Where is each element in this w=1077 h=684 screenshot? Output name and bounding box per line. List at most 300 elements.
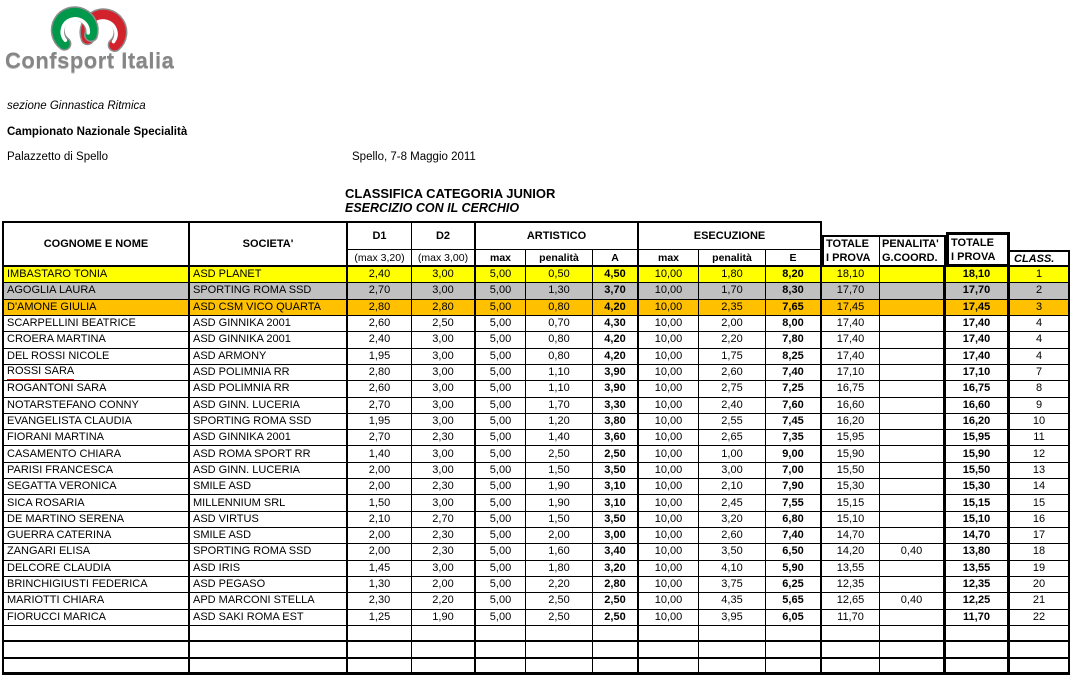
cell-d2: 3,00	[412, 463, 476, 478]
cell-e_pen: 3,00	[699, 463, 766, 478]
table-row	[2, 479, 1070, 495]
cell-e: 6,25	[766, 577, 822, 592]
cell-tot1: 16,75	[822, 381, 880, 396]
cell-a_pen: 1,50	[526, 463, 593, 478]
date-place-label: Spello, 7-8 Maggio 2011	[352, 151, 476, 163]
cell-pen_gcoord	[880, 446, 946, 461]
cell-e_max: 10,00	[639, 316, 699, 331]
cell-rank: 22	[1010, 610, 1070, 625]
cell-name: BRINCHIGIUSTI FEDERICA	[4, 577, 190, 592]
cell-a_pen: 1,60	[526, 544, 593, 559]
cell-tot2: 16,75	[946, 381, 1010, 396]
cell-rank: 4	[1010, 349, 1070, 364]
cell-society: MILLENNIUM SRL	[190, 495, 348, 510]
cell-a_pen: 2,20	[526, 577, 593, 592]
col-subheader-a: A	[593, 250, 639, 267]
col-subheader-d2-max: (max 3,00)	[412, 250, 476, 267]
cell-d2: 2,20	[412, 593, 476, 608]
cell-d1: 2,00	[348, 528, 412, 543]
cell-a: 3,50	[593, 463, 639, 478]
table-row	[2, 300, 1070, 316]
cell-a: 4,20	[593, 332, 639, 347]
cell-d1: 1,30	[348, 577, 412, 592]
cell-rank: 3	[1010, 300, 1070, 315]
cell-tot2: 11,70	[946, 610, 1010, 625]
table-row	[2, 446, 1070, 462]
cell-e_pen: 2,65	[699, 430, 766, 445]
cell-d2: 3,00	[412, 446, 476, 461]
cell-a_max: 5,00	[476, 267, 526, 282]
cell-pen_gcoord	[880, 414, 946, 429]
cell-e_max: 10,00	[639, 495, 699, 510]
cell-name	[4, 642, 190, 656]
cell-e_pen	[699, 659, 766, 672]
table-row	[2, 512, 1070, 528]
cell-name: AGOGLIA LAURA	[4, 283, 190, 298]
cell-a_pen: 1,70	[526, 398, 593, 413]
cell-a_max: 5,00	[476, 593, 526, 608]
cell-tot2: 17,10	[946, 365, 1010, 380]
cell-tot2: 17,45	[946, 300, 1010, 315]
cell-e_max: 10,00	[639, 300, 699, 315]
cell-society: SPORTING ROMA SSD	[190, 414, 348, 429]
cell-tot2: 13,80	[946, 544, 1010, 559]
cell-e	[766, 626, 822, 640]
cell-tot2: 15,10	[946, 512, 1010, 527]
cell-tot1: 15,15	[822, 495, 880, 510]
cell-tot2: 15,90	[946, 446, 1010, 461]
cell-tot2: 15,30	[946, 479, 1010, 494]
cell-e_pen: 2,00	[699, 316, 766, 331]
cell-rank: 19	[1010, 561, 1070, 576]
cell-pen_gcoord	[880, 300, 946, 315]
cell-name: ZANGARI ELISA	[4, 544, 190, 559]
cell-e_pen: 3,75	[699, 577, 766, 592]
table-row	[2, 267, 1070, 283]
cell-name	[4, 626, 190, 640]
col-subheader-esec-max: max	[639, 250, 699, 267]
brand-name: Confsport Italia	[5, 48, 175, 73]
cell-e_max: 10,00	[639, 381, 699, 396]
cell-society: ASD ARMONY	[190, 349, 348, 364]
ranking-table	[2, 221, 1072, 675]
table-row	[2, 561, 1070, 577]
cell-e: 6,05	[766, 610, 822, 625]
cell-tot2: 16,60	[946, 398, 1010, 413]
cell-society: ASD SAKI ROMA EST	[190, 610, 348, 625]
cell-name: FIORUCCI MARICA	[4, 610, 190, 625]
table-row	[2, 593, 1070, 609]
cell-d1: 2,60	[348, 381, 412, 396]
cell-name: DELCORE CLAUDIA	[4, 561, 190, 576]
cell-e: 8,30	[766, 283, 822, 298]
cell-name: ROGANTONI SARA	[4, 381, 190, 396]
cell-tot2: 12,25	[946, 593, 1010, 608]
cell-a: 3,10	[593, 479, 639, 494]
cell-e_pen: 1,80	[699, 267, 766, 282]
table-row	[2, 577, 1070, 593]
cell-name: EVANGELISTA CLAUDIA	[4, 414, 190, 429]
cell-a_max: 5,00	[476, 544, 526, 559]
cell-e_pen: 4,35	[699, 593, 766, 608]
cell-e_pen: 4,10	[699, 561, 766, 576]
cell-society: SPORTING ROMA SSD	[190, 283, 348, 298]
cell-a_max: 5,00	[476, 512, 526, 527]
cell-e: 7,35	[766, 430, 822, 445]
cell-a_pen: 0,80	[526, 300, 593, 315]
cell-society: SPORTING ROMA SSD	[190, 544, 348, 559]
cell-d2: 3,00	[412, 267, 476, 282]
cell-society: ASD POLIMNIA RR	[190, 381, 348, 396]
cell-pen_gcoord	[880, 495, 946, 510]
cell-rank	[1010, 659, 1070, 672]
col-header-name: COGNOME E NOME	[2, 221, 190, 267]
cell-rank: 7	[1010, 365, 1070, 380]
cell-tot2: 17,40	[946, 349, 1010, 364]
cell-rank: 16	[1010, 512, 1070, 527]
cell-a	[593, 659, 639, 672]
cell-society: ASD GINN. LUCERIA	[190, 463, 348, 478]
table-row	[2, 528, 1070, 544]
cell-name: NOTARSTEFANO CONNY	[4, 398, 190, 413]
cell-pen_gcoord	[880, 642, 946, 656]
cell-d1: 2,80	[348, 365, 412, 380]
cell-society: APD MARCONI STELLA	[190, 593, 348, 608]
cell-e_max: 10,00	[639, 544, 699, 559]
cell-society: ASD GINN. LUCERIA	[190, 398, 348, 413]
cell-name: GUERRA CATERINA	[4, 528, 190, 543]
cell-tot1: 16,20	[822, 414, 880, 429]
cell-rank: 21	[1010, 593, 1070, 608]
cell-d1: 1,45	[348, 561, 412, 576]
cell-a: 4,30	[593, 316, 639, 331]
cell-d2: 2,50	[412, 316, 476, 331]
cell-e: 7,40	[766, 528, 822, 543]
cell-a_max: 5,00	[476, 381, 526, 396]
cell-name: CASAMENTO CHIARA	[4, 446, 190, 461]
cell-society	[190, 626, 348, 640]
cell-e_max: 10,00	[639, 593, 699, 608]
col-header-penalita-gcoord	[880, 235, 946, 267]
cell-rank: 4	[1010, 316, 1070, 331]
cell-tot1: 15,10	[822, 512, 880, 527]
cell-society: SMILE ASD	[190, 479, 348, 494]
totale-line1: TOTALE	[826, 238, 869, 250]
cell-name: FIORANI MARTINA	[4, 430, 190, 445]
cell-pen_gcoord	[880, 365, 946, 380]
cell-name: DEL ROSSI NICOLE	[4, 349, 190, 364]
cell-a: 2,80	[593, 577, 639, 592]
col-header-d2: D2	[412, 221, 476, 250]
cell-rank: 9	[1010, 398, 1070, 413]
table-row	[2, 332, 1070, 348]
table-body	[2, 267, 1070, 675]
cell-e: 7,90	[766, 479, 822, 494]
cell-d2: 2,80	[412, 300, 476, 315]
cell-d2: 3,00	[412, 349, 476, 364]
cell-tot2: 18,10	[946, 267, 1010, 282]
cell-society: ASD ROMA SPORT RR	[190, 446, 348, 461]
cell-a: 3,80	[593, 414, 639, 429]
cell-d1: 2,00	[348, 463, 412, 478]
cell-name: DE MARTINO SERENA	[4, 512, 190, 527]
cell-pen_gcoord	[880, 332, 946, 347]
cell-d1: 2,10	[348, 512, 412, 527]
cell-society	[190, 642, 348, 656]
cell-rank: 11	[1010, 430, 1070, 445]
table-row	[2, 316, 1070, 332]
cell-e: 8,20	[766, 267, 822, 282]
col-header-d1: D1	[348, 221, 412, 250]
cell-rank: 8	[1010, 381, 1070, 396]
cell-a: 3,00	[593, 528, 639, 543]
cell-tot1: 13,55	[822, 561, 880, 576]
table-row	[2, 283, 1070, 299]
cell-pen_gcoord	[880, 512, 946, 527]
cell-a: 3,50	[593, 512, 639, 527]
cell-a_pen	[526, 659, 593, 672]
page-subtitle: ESERCIZIO CON IL CERCHIO	[345, 201, 520, 215]
cell-a_max: 5,00	[476, 332, 526, 347]
col-header-esecuzione: ESECUZIONE	[639, 221, 822, 250]
cell-tot1: 15,30	[822, 479, 880, 494]
cell-name: IMBASTARO TONIA	[4, 267, 190, 282]
empty-row	[2, 642, 1070, 658]
cell-a_max: 5,00	[476, 365, 526, 380]
cell-a_pen: 1,50	[526, 512, 593, 527]
col-header-totale-prova-final	[946, 232, 1010, 267]
cell-d1: 2,80	[348, 300, 412, 315]
cell-tot2: 15,15	[946, 495, 1010, 510]
cell-pen_gcoord	[880, 463, 946, 478]
cell-name: SCARPELLINI BEATRICE	[4, 316, 190, 331]
cell-tot2: 12,35	[946, 577, 1010, 592]
cell-d1: 2,40	[348, 332, 412, 347]
cell-tot2	[946, 626, 1010, 640]
cell-pen_gcoord	[880, 610, 946, 625]
cell-tot2: 13,55	[946, 561, 1010, 576]
cell-a: 3,30	[593, 398, 639, 413]
cell-society: ASD GINNIKA 2001	[190, 316, 348, 331]
cell-e_max	[639, 642, 699, 656]
cell-a: 3,10	[593, 495, 639, 510]
cell-a_max	[476, 626, 526, 640]
cell-name: PARISI FRANCESCA	[4, 463, 190, 478]
cell-a_pen: 1,10	[526, 381, 593, 396]
cell-a_max: 5,00	[476, 300, 526, 315]
col-header-artistico: ARTISTICO	[476, 221, 639, 250]
cell-society: ASD CSM VICO QUARTA	[190, 300, 348, 315]
cell-a_max: 5,00	[476, 430, 526, 445]
cell-society: SMILE ASD	[190, 528, 348, 543]
cell-e_max: 10,00	[639, 365, 699, 380]
cell-rank: 13	[1010, 463, 1070, 478]
cell-society: ASD PEGASO	[190, 577, 348, 592]
cell-a_max: 5,00	[476, 349, 526, 364]
cell-a_pen: 0,80	[526, 349, 593, 364]
col-subheader-art-max: max	[476, 250, 526, 267]
cell-a_pen: 2,50	[526, 593, 593, 608]
table-row	[2, 463, 1070, 479]
cell-e_max: 10,00	[639, 512, 699, 527]
cell-e_max: 10,00	[639, 349, 699, 364]
cell-e_pen: 1,70	[699, 283, 766, 298]
cell-pen_gcoord	[880, 381, 946, 396]
cell-e: 7,45	[766, 414, 822, 429]
cell-e_pen: 3,50	[699, 544, 766, 559]
cell-d2: 3,00	[412, 495, 476, 510]
cell-e_pen: 3,95	[699, 610, 766, 625]
cell-a: 2,50	[593, 446, 639, 461]
cell-a_max: 5,00	[476, 610, 526, 625]
cell-tot1: 14,70	[822, 528, 880, 543]
cell-society: ASD PLANET	[190, 267, 348, 282]
col-subheader-e: E	[766, 250, 822, 267]
cell-a_max: 5,00	[476, 414, 526, 429]
cell-e_max: 10,00	[639, 561, 699, 576]
cell-name	[4, 365, 190, 380]
cell-a_pen: 0,50	[526, 267, 593, 282]
cell-a: 3,70	[593, 283, 639, 298]
cell-e_pen: 2,35	[699, 300, 766, 315]
cell-e_pen: 2,40	[699, 398, 766, 413]
cell-e	[766, 642, 822, 656]
empty-row	[2, 626, 1070, 642]
cell-pen_gcoord	[880, 561, 946, 576]
cell-e: 7,80	[766, 332, 822, 347]
cell-e: 6,50	[766, 544, 822, 559]
cell-d1: 1,95	[348, 414, 412, 429]
cell-tot2: 14,70	[946, 528, 1010, 543]
cell-a	[593, 642, 639, 656]
cell-e: 8,00	[766, 316, 822, 331]
cell-a_pen: 1,40	[526, 430, 593, 445]
penalita-line2: G.COORD.	[882, 252, 938, 264]
cell-a_pen	[526, 642, 593, 656]
cell-rank	[1010, 626, 1070, 640]
cell-e: 7,00	[766, 463, 822, 478]
cell-a_pen: 1,90	[526, 479, 593, 494]
cell-e_max: 10,00	[639, 446, 699, 461]
cell-tot2: 17,40	[946, 316, 1010, 331]
table-row	[2, 430, 1070, 446]
cell-society: ASD GINNIKA 2001	[190, 430, 348, 445]
page-title: CLASSIFICA CATEGORIA JUNIOR	[345, 186, 556, 201]
cell-e_pen: 2,20	[699, 332, 766, 347]
cell-e: 7,55	[766, 495, 822, 510]
cell-rank: 4	[1010, 332, 1070, 347]
cell-a: 4,20	[593, 300, 639, 315]
cell-e: 7,40	[766, 365, 822, 380]
cell-a_pen: 2,50	[526, 610, 593, 625]
cell-a_max: 5,00	[476, 316, 526, 331]
cell-d1: 1,40	[348, 446, 412, 461]
cell-rank: 18	[1010, 544, 1070, 559]
table-row	[2, 381, 1070, 397]
cell-pen_gcoord: 0,40	[880, 544, 946, 559]
cell-tot1: 12,35	[822, 577, 880, 592]
cell-d1: 1,95	[348, 349, 412, 364]
cell-e_pen: 2,60	[699, 365, 766, 380]
cell-rank: 14	[1010, 479, 1070, 494]
col-subheader-esec-penalita: penalità	[699, 250, 766, 267]
cell-tot1: 17,40	[822, 332, 880, 347]
cell-society: ASD IRIS	[190, 561, 348, 576]
cell-d1: 2,70	[348, 283, 412, 298]
totale-final-line2: I PROVA	[951, 250, 996, 263]
cell-e_max: 10,00	[639, 430, 699, 445]
cell-e: 7,25	[766, 381, 822, 396]
cell-pen_gcoord	[880, 398, 946, 413]
cell-pen_gcoord	[880, 267, 946, 282]
cell-d2: 3,00	[412, 283, 476, 298]
cell-e: 7,65	[766, 300, 822, 315]
cell-pen_gcoord	[880, 349, 946, 364]
cell-a_pen: 1,80	[526, 561, 593, 576]
cell-tot2: 15,95	[946, 430, 1010, 445]
cell-a_pen	[526, 626, 593, 640]
cell-a_max: 5,00	[476, 577, 526, 592]
cell-d2: 2,00	[412, 577, 476, 592]
cell-e_pen: 2,10	[699, 479, 766, 494]
cell-name: D'AMONE GIULIA	[4, 300, 190, 315]
cell-society	[190, 659, 348, 672]
cell-e: 6,80	[766, 512, 822, 527]
table-row	[2, 365, 1070, 381]
cell-e_max: 10,00	[639, 528, 699, 543]
cell-a_pen: 1,90	[526, 495, 593, 510]
cell-a	[593, 626, 639, 640]
empty-row	[2, 659, 1070, 675]
cell-e_max: 10,00	[639, 610, 699, 625]
cell-e_max: 10,00	[639, 267, 699, 282]
cell-d1	[348, 626, 412, 640]
table-row	[2, 610, 1070, 626]
cell-a: 4,20	[593, 349, 639, 364]
cell-e: 8,25	[766, 349, 822, 364]
cell-d2	[412, 642, 476, 656]
cell-d1	[348, 642, 412, 656]
cell-rank: 17	[1010, 528, 1070, 543]
cell-e	[766, 659, 822, 672]
cell-a_pen: 2,50	[526, 446, 593, 461]
cell-tot1: 18,10	[822, 267, 880, 282]
cell-a_pen: 0,80	[526, 332, 593, 347]
cell-e_max	[639, 659, 699, 672]
cell-pen_gcoord	[880, 316, 946, 331]
cell-d1: 1,25	[348, 610, 412, 625]
cell-tot1	[822, 626, 880, 640]
cell-rank: 10	[1010, 414, 1070, 429]
cell-name: CROERA MARTINA	[4, 332, 190, 347]
cell-society: ASD GINNIKA 2001	[190, 332, 348, 347]
table-row	[2, 398, 1070, 414]
cell-d2: 2,70	[412, 512, 476, 527]
cell-e_pen: 2,75	[699, 381, 766, 396]
cell-a_pen: 1,10	[526, 365, 593, 380]
cell-a_max: 5,00	[476, 561, 526, 576]
cell-e_pen: 3,20	[699, 512, 766, 527]
col-header-class: CLASS.	[1010, 250, 1070, 267]
cell-d2: 1,90	[412, 610, 476, 625]
cell-pen_gcoord	[880, 577, 946, 592]
cell-tot1: 15,95	[822, 430, 880, 445]
cell-tot1: 17,45	[822, 300, 880, 315]
cell-a_pen: 0,70	[526, 316, 593, 331]
cell-a: 3,90	[593, 365, 639, 380]
cell-tot1: 17,10	[822, 365, 880, 380]
cell-e_pen: 1,75	[699, 349, 766, 364]
